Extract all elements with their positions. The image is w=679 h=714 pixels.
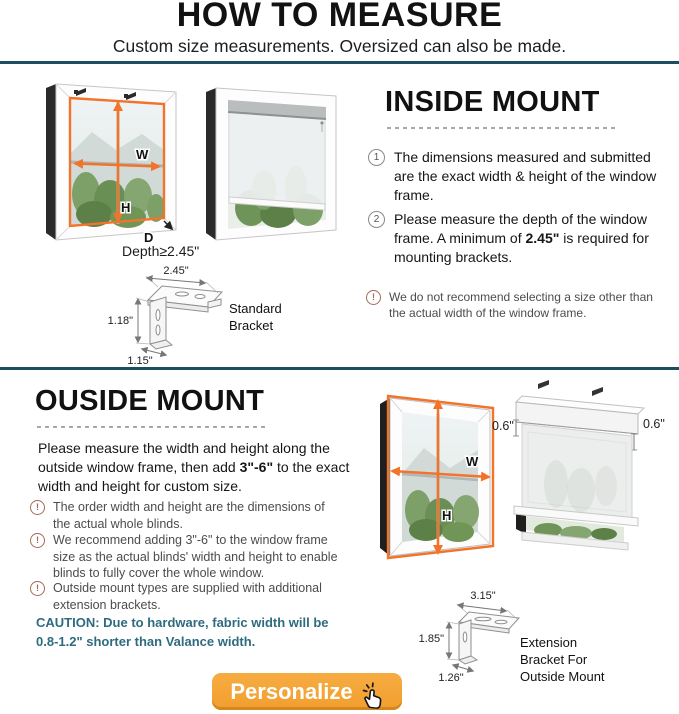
height-label: H [121, 200, 131, 215]
mounting-bracket-marks [538, 380, 603, 396]
inside-step-2 [368, 210, 676, 267]
right-offset-label: 0.6" [643, 417, 665, 431]
depth-label: D [144, 230, 154, 245]
bracket-dim-bottom: 1.15" [127, 355, 153, 367]
personalize-button[interactable] [212, 673, 402, 710]
roller-shade [228, 100, 326, 210]
outside-note-1 [30, 499, 340, 532]
step-text: Please measure the depth of the window frame. A minimum of 2.45" is required for mounting brackets. [394, 211, 649, 265]
step-text: The dimensions measured and submitted are the exact width & height of the window frame. [394, 149, 657, 203]
inside-mount-note [366, 289, 661, 321]
warning-icon: ! [30, 533, 45, 548]
bracket-dim-left: 1.85" [418, 633, 444, 645]
extension-bracket-label: Extension Bracket For Outside Mount [520, 635, 605, 684]
personalize-button-label: Personalize [230, 678, 353, 704]
outside-mount-heading: OUSIDE MOUNT [35, 385, 265, 417]
note-text: We do not recommend selecting a size other than the actual width of the window frame. [389, 290, 653, 320]
inside-heading-underline [387, 127, 617, 129]
note-text: We recommend adding 3"-6" to the window frame size as the actual blinds' width and height to enable blinds to fully cover the whole window. [53, 533, 338, 580]
roller-shade-panel [522, 424, 632, 518]
width-label: W [136, 147, 149, 162]
caution-text: CAUTION: Due to hardware, fabric width will be 0.8-1.2" shorter than Valance width. [36, 615, 329, 649]
step-number-icon: 2 [368, 211, 385, 228]
left-offset-label: 0.6" [492, 419, 514, 433]
inside-step-1 [368, 148, 668, 205]
outside-mount-shade-illustration [486, 372, 679, 570]
outside-note-3 [30, 580, 340, 613]
click-hand-icon [354, 678, 385, 709]
warning-icon: ! [30, 581, 45, 596]
height-label: H [442, 508, 452, 523]
page-title: HOW TO MEASURE [176, 0, 503, 34]
step-number-icon: 1 [368, 149, 385, 166]
width-label: W [466, 454, 479, 469]
bracket-dim-top: 3.15" [470, 590, 496, 602]
standard-bracket-label: Standard Bracket [229, 301, 282, 333]
note-text: The order width and height are the dimensions of the actual whole blinds. [53, 500, 325, 531]
bracket-dim-left: 1.18" [107, 315, 133, 327]
bracket-dim-top: 2.45" [163, 265, 189, 277]
bracket-drawing [459, 612, 519, 664]
bracket-dim-bottom: 1.26" [438, 672, 464, 684]
inside-mount-heading: INSIDE MOUNT [385, 86, 600, 118]
header-divider [0, 61, 679, 64]
page-subtitle: Custom size measurements. Oversized can also be made. [112, 36, 567, 56]
outside-heading-underline [37, 426, 265, 428]
outside-note-2 [30, 532, 348, 582]
window-glass-view [402, 412, 479, 542]
inside-mount-shade-illustration [196, 78, 351, 250]
bracket-drawing [148, 286, 222, 349]
warning-icon: ! [366, 290, 381, 305]
depth-note: Depth≥2.45" [122, 243, 200, 259]
warning-icon: ! [30, 500, 45, 515]
section-divider [0, 367, 679, 370]
inside-mount-window-diagram [30, 76, 200, 246]
outside-mount-intro: Please measure the width and height along the outside window frame, then add 3"-6" to the exact width and height for custom size. [38, 440, 350, 494]
note-text: Outside mount types are supplied with additional extension brackets. [53, 581, 322, 612]
